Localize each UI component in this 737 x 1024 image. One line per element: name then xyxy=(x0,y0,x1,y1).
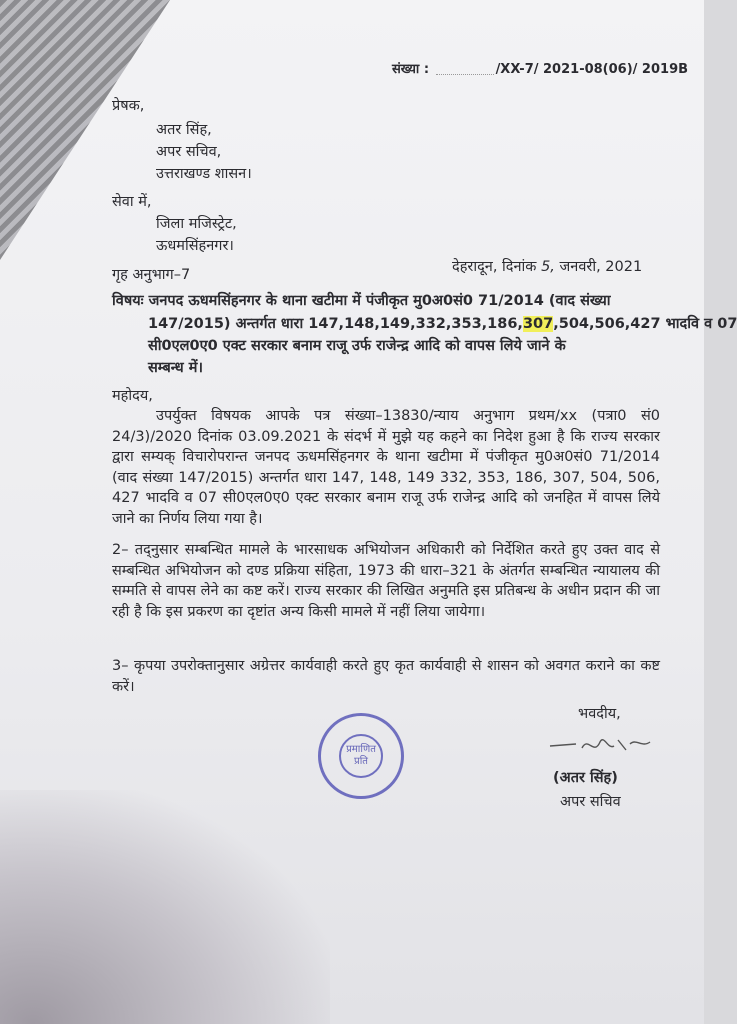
reference-label: संख्या : xyxy=(392,62,430,77)
signature-image xyxy=(546,728,656,760)
paragraph-1: उपर्युक्त विषयक आपके पत्र संख्या–13830/न्याय अनुभाग प्रथम/xx (पत्रा0 सं0 24/3)/2020 दिनांक 03.09.2021 के संदर्भ में मुझे यह कहने का निदेश हुआ है कि राज्य सरकार द्वारा सम्यक् विचारोपरान्त जनपद ऊधमसिंहनगर के थाना खटीमा में पंजीकृत मु0अ0सं0 71/2014 (वाद संख्या 147/2015) अन्तर्गत धारा 147, 148, 149 332, 353, 186, 307, 504, 506, 427 भादवि व 07 सी0एल0ए0 एक्ट सरकार बनाम राजू उर्फ राजेन्द्र आदि को जनहित में वापस लिये जाने का निर्णय लिया गया है। xyxy=(112,408,660,527)
valediction: भवदीय, xyxy=(578,706,621,722)
subject-line-2 xyxy=(148,314,737,334)
recipient-name: जिला मजिस्ट्रेट, xyxy=(156,216,237,232)
salutation: महोदय, xyxy=(112,388,153,404)
subject-line-1: विषयः जनपद ऊधमसिंहनगर के थाना खटीमा में पंजीकृत मु0अ0सं0 71/2014 (वाद संख्या xyxy=(112,293,611,309)
paragraph-3: 3– कृपया उपरोक्तानुसार अग्रेत्तर कार्यवाही करते हुए कृत कार्यवाही से शासन को अवगत कराने का कष्ट करें। xyxy=(112,658,660,695)
signatory-name: (अतर सिंह) xyxy=(553,770,618,786)
date-prefix: देहरादून, दिनांक xyxy=(452,259,537,275)
date-day: 5, xyxy=(541,259,555,275)
seal-text: प्रमाणित प्रति xyxy=(346,744,376,767)
subject-line-3: सी0एल0ए0 एक्ट सरकार बनाम राजू उर्फ राजेन्द्र आदि को वापस लिये जाने के xyxy=(148,338,566,354)
official-seal xyxy=(318,713,404,799)
department: गृह अनुभाग–7 xyxy=(112,267,191,283)
place-date xyxy=(452,257,642,277)
subject-line-4: सम्बन्ध में। xyxy=(148,360,203,376)
recipient-label: सेवा में, xyxy=(112,194,152,210)
subject-line-2-start: 147/2015) अन्तर्गत धारा 147,148,149,332,353,186, xyxy=(148,316,523,332)
paper-shadow xyxy=(0,790,330,1024)
reference-value: /XX-7/ 2021-08(06)/ 2019B xyxy=(495,62,689,77)
sender-label: प्रेषक, xyxy=(112,98,145,114)
subject-line-2-end: ,504,506,427 भादवि व 07 xyxy=(553,316,737,332)
sender-name: अतर सिंह, xyxy=(156,122,212,138)
sender-designation: अपर सचिव, xyxy=(156,144,222,160)
signatory-designation: अपर सचिव xyxy=(560,794,621,810)
reference-redaction xyxy=(436,64,494,75)
paragraph-2: 2– तद्नुसार सम्बन्धित मामले के भारसाधक अभियोजन अधिकारी को निर्देशित करते हुए उक्त वाद से सम्बन्धित अभियोजन को दण्ड प्रक्रिया संहिता, 1973 की धारा–321 के अंतर्गत सम्बन्धित न्यायालय की सम्मति से वापस लेने का कष्ट करें। राज्य सरकार की लिखित अनुमति इस प्रतिबन्ध के अधीन प्रदान की जा रही है कि इस प्रकरण का दृष्टांत अन्य किसी मामले में नहीं लिया जायेगा। xyxy=(112,542,660,620)
highlighted-section: 307 xyxy=(522,316,554,332)
reference-number xyxy=(392,60,688,80)
date-rest: जनवरी, 2021 xyxy=(559,259,643,275)
recipient-place: ऊधमसिंहनगर। xyxy=(156,238,234,254)
sender-org: उत्तराखण्ड शासन। xyxy=(156,166,252,182)
seal-center xyxy=(339,734,383,778)
